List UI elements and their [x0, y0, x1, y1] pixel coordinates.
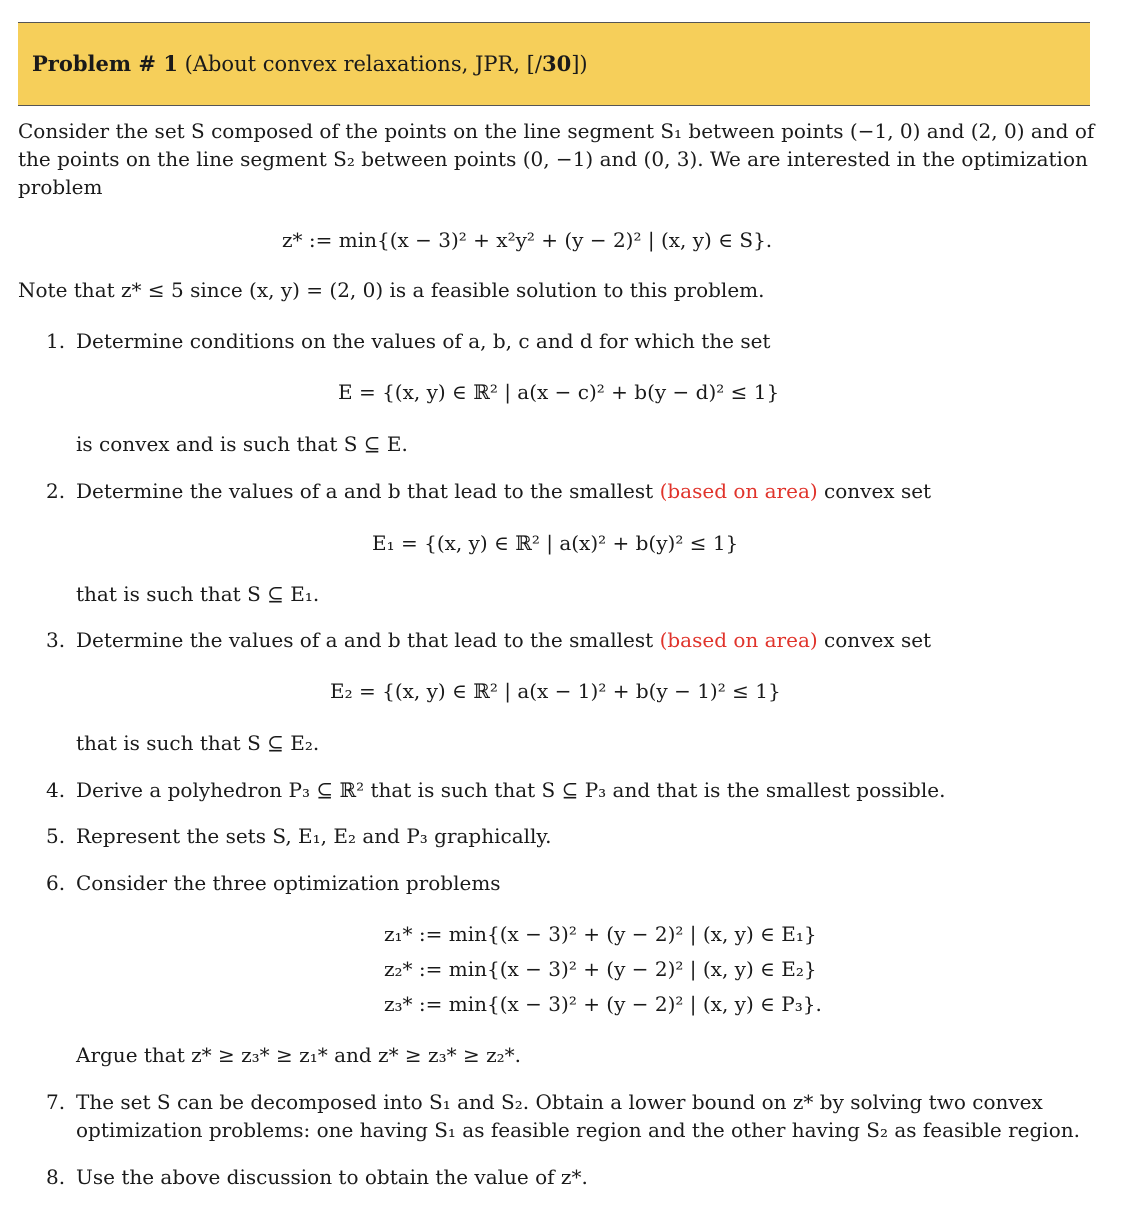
intro-line-2: the points on the line segment S₂ between points (0, −1) and (0, 3). We are interested in the optimization	[18, 147, 1088, 171]
main-equation: z* := min{(x − 3)² + x²y² + (y − 2)² | (x, y) ∈ S}.	[282, 228, 773, 252]
equation-e1: E₁ = {(x, y) ∈ ℝ² | a(x)² + b(y)² ≤ 1}	[372, 531, 739, 555]
list-item-1	[46, 327, 770, 355]
problem-close: ])	[571, 52, 588, 76]
problem-points: 30	[541, 51, 572, 76]
item-3-after: that is such that S ⊆ E₂.	[76, 731, 320, 755]
equation-z1: z₁* := min{(x − 3)² + (y − 2)² | (x, y) ∈ E₁}	[384, 922, 817, 946]
equation-e2: E₂ = {(x, y) ∈ ℝ² | a(x − 1)² + b(y − 1)² ≤ 1}	[330, 679, 781, 703]
intro-line-3: problem	[18, 175, 103, 199]
equation-z3: z₃* := min{(x − 3)² + (y − 2)² | (x, y) ∈ P₃}.	[384, 992, 822, 1016]
equation-z2: z₂* := min{(x − 3)² + (y − 2)² | (x, y) ∈ E₂}	[384, 957, 817, 981]
item-number: 4.	[46, 778, 66, 802]
item-text: Derive a polyhedron P₃ ⊆ ℝ² that is such that S ⊆ P₃ and that is the smallest possible.	[76, 778, 946, 802]
problem-header	[18, 22, 1090, 106]
item-number: 8.	[46, 1165, 66, 1189]
list-item-2	[46, 477, 931, 505]
item-text-line-1: The set S can be decomposed into S₁ and S₂. Obtain a lower bound on z* by solving two convex	[76, 1090, 1043, 1114]
item-text-after: convex set	[824, 479, 932, 503]
item-number: 7.	[46, 1090, 66, 1114]
item-text: Represent the sets S, E₁, E₂ and P₃ graphically.	[76, 824, 552, 848]
list-item-7	[46, 1088, 1043, 1116]
item-2-after: that is such that S ⊆ E₁.	[76, 582, 320, 606]
item-text: Determine the values of a and b that lead to the smallest	[76, 479, 654, 503]
item-number: 1.	[46, 329, 66, 353]
item-1-after: is convex and is such that S ⊆ E.	[76, 432, 408, 456]
list-item-3	[46, 626, 931, 654]
item-text-after: convex set	[824, 628, 932, 652]
equation-e: E = {(x, y) ∈ ℝ² | a(x − c)² + b(y − d)² ≤ 1}	[338, 380, 780, 404]
item-number: 3.	[46, 628, 66, 652]
item-text: Use the above discussion to obtain the value of z*.	[76, 1165, 588, 1189]
item-number: 5.	[46, 824, 66, 848]
item-number: 2.	[46, 479, 66, 503]
item-number: 6.	[46, 871, 66, 895]
item-text: Determine the values of a and b that lead to the smallest	[76, 628, 654, 652]
item-text: Consider the three optimization problems	[76, 871, 501, 895]
item-7-line-2: optimization problems: one having S₁ as feasible region and the other having S₂ as feasible region.	[76, 1118, 1080, 1142]
list-item-6	[46, 869, 501, 897]
problem-suffix: (About convex relaxations, JPR, [/	[184, 52, 542, 76]
list-item-5	[46, 822, 551, 850]
item-text: Determine conditions on the values of a, b, c and d for which the set	[76, 329, 771, 353]
problem-title	[32, 51, 588, 76]
problem-label: Problem # 1	[32, 51, 178, 76]
note-text: Note that z* ≤ 5 since (x, y) = (2, 0) is a feasible solution to this problem.	[18, 278, 765, 302]
list-item-8	[46, 1163, 588, 1191]
area-highlight: (based on area)	[659, 479, 818, 503]
intro-line-1: Consider the set S composed of the points on the line segment S₁ between points (−1, 0) and (2, 0) and of	[18, 119, 1095, 143]
intro-paragraph	[18, 117, 1104, 201]
area-highlight: (based on area)	[659, 628, 818, 652]
list-item-4	[46, 776, 945, 804]
item-6-after: Argue that z* ≥ z₃* ≥ z₁* and z* ≥ z₃* ≥ z₂*.	[76, 1043, 521, 1067]
